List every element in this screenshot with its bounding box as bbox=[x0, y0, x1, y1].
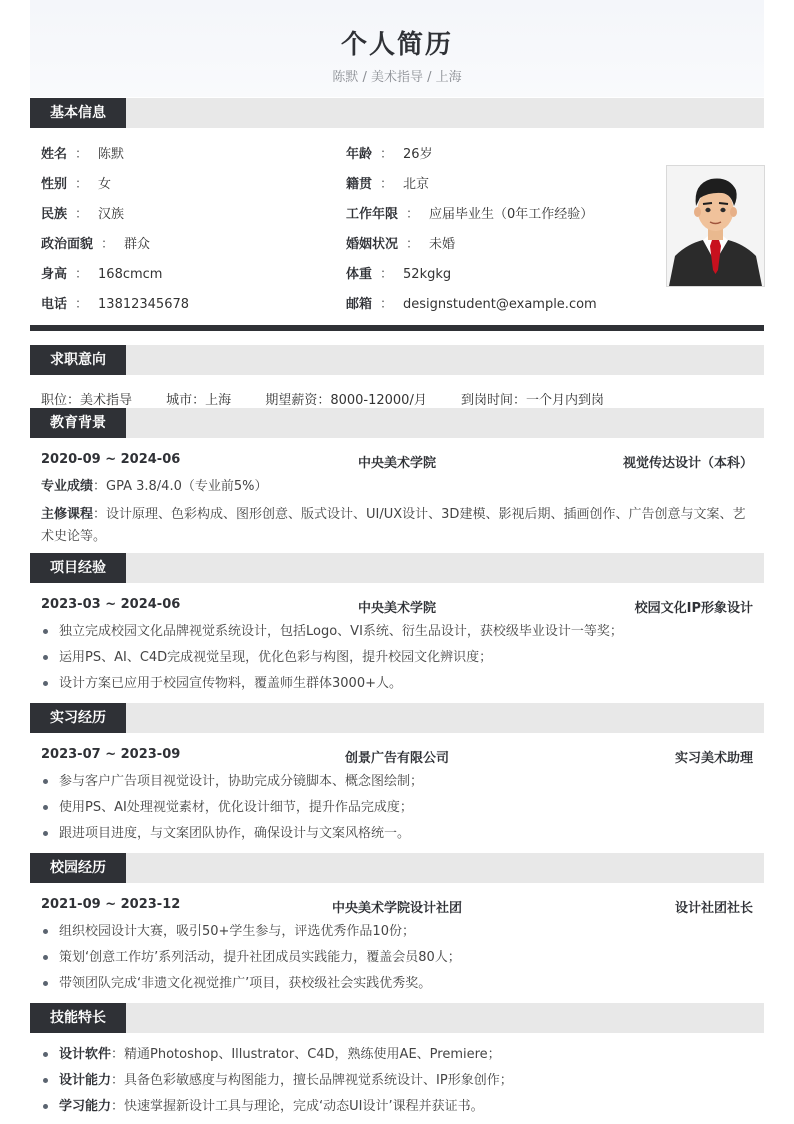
section-basic-info bbox=[30, 98, 764, 128]
info-value: 北京 bbox=[403, 177, 430, 192]
section-divider bbox=[30, 325, 764, 331]
avatar-illustration bbox=[667, 166, 764, 286]
section-title: 校园经历 bbox=[30, 853, 126, 883]
entry-role: 实习美术助理 bbox=[674, 751, 753, 766]
info-age: 年龄 ： 26岁 bbox=[346, 147, 433, 162]
info-gender: 性别 ： 女 bbox=[41, 177, 112, 192]
campus-entry-header bbox=[41, 897, 753, 915]
info-label: 姓名 bbox=[41, 147, 68, 162]
section-title: 技能特长 bbox=[30, 1003, 126, 1033]
resume-header bbox=[30, 0, 764, 97]
info-label: 政治面貌 bbox=[41, 237, 94, 252]
education-entry-header bbox=[41, 452, 753, 470]
entry-org: 中央美术学院 bbox=[357, 601, 436, 616]
info-label: 电话 bbox=[41, 297, 68, 312]
list-item: 组织校园设计大赛，吸引50+学生参与，评选优秀作品10份； bbox=[41, 923, 753, 949]
info-value: 女 bbox=[98, 177, 112, 192]
list-item: 运用PS、AI、C4D完成视觉呈现，优化色彩与构图，提升校园文化辨识度； bbox=[41, 649, 753, 675]
education-courses: 主修课程：设计原理、色彩构成、图形创意、版式设计、UI/UX设计、3D建模、影视后期、插画创作、广告创意与文案、艺术史论等。 bbox=[41, 507, 746, 544]
section-internship bbox=[30, 703, 764, 733]
entry-role: 设计社团社长 bbox=[674, 901, 753, 916]
info-label: 体重 bbox=[346, 267, 373, 282]
info-label: 籍贯 bbox=[346, 177, 373, 192]
page-title: 个人简历 bbox=[340, 30, 453, 60]
score-label: 专业成绩 bbox=[41, 479, 94, 494]
skill-label: 学习能力 bbox=[59, 1099, 112, 1114]
list-item: 跟进项目进度，与文案团队协作，确保设计与文案风格统一。 bbox=[41, 825, 753, 851]
info-value: 陈默 bbox=[98, 147, 125, 162]
info-phone: 电话 ： 13812345678 bbox=[41, 297, 190, 312]
skill-label: 设计能力 bbox=[59, 1073, 112, 1088]
info-value: 未婚 bbox=[429, 237, 456, 252]
internship-bullets bbox=[41, 773, 753, 851]
section-title: 项目经验 bbox=[30, 553, 126, 583]
info-value: 13812345678 bbox=[98, 297, 190, 312]
list-item: 带领团队完成‘非遗文化视觉推广’项目，获校级社会实践优秀奖。 bbox=[41, 975, 753, 1001]
entry-date: 2023-07 ~ 2023-09 bbox=[41, 747, 181, 762]
info-value: designstudent@example.com bbox=[403, 297, 597, 312]
list-item: 设计能力：具备色彩敏感度与构图能力，擅长品牌视觉系统设计、IP形象创作； bbox=[41, 1072, 753, 1098]
list-item: 独立完成校园文化品牌视觉系统设计，包括Logo、VI系统、衍生品设计，获校级毕业设计一等奖； bbox=[41, 623, 753, 649]
info-email: 邮箱 ： designstudent@example.com bbox=[346, 297, 597, 312]
info-height: 身高 ： 168cmcm bbox=[41, 267, 163, 282]
section-campus bbox=[30, 853, 764, 883]
intent-city: 城市：上海 bbox=[166, 393, 232, 408]
list-item: 策划‘创意工作坊’系列活动，提升社团成员实践能力，覆盖会员80人； bbox=[41, 949, 753, 975]
info-name: 姓名 ： 陈默 bbox=[41, 147, 125, 162]
info-weight: 体重 ： 52kgkg bbox=[346, 267, 452, 282]
section-education bbox=[30, 408, 764, 438]
info-label: 邮箱 bbox=[346, 297, 373, 312]
info-label: 工作年限 bbox=[346, 207, 399, 222]
info-label: 婚姻状况 bbox=[346, 237, 399, 252]
info-work-years: 工作年限 ： 应届毕业生（0年工作经验） bbox=[346, 207, 594, 222]
info-value: 汉族 bbox=[98, 207, 125, 222]
entry-date: 2023-03 ~ 2024-06 bbox=[41, 597, 181, 612]
section-title: 求职意向 bbox=[30, 345, 126, 375]
entry-major: 视觉传达设计（本科） bbox=[622, 456, 753, 471]
info-label: 年龄 bbox=[346, 147, 373, 162]
info-value: 26岁 bbox=[403, 147, 433, 162]
info-ethnicity: 民族 ： 汉族 bbox=[41, 207, 125, 222]
internship-entry-header bbox=[41, 747, 753, 765]
info-hometown: 籍贯 ： 北京 bbox=[346, 177, 430, 192]
profile-photo bbox=[666, 165, 765, 287]
info-value: 应届毕业生（0年工作经验） bbox=[429, 207, 594, 222]
skill-bullets bbox=[41, 1046, 753, 1124]
list-item: 设计软件：精通Photoshop、Illustrator、C4D，熟练使用AE、Premiere； bbox=[41, 1046, 753, 1072]
entry-org: 创景广告有限公司 bbox=[344, 751, 449, 766]
info-label: 性别 bbox=[41, 177, 68, 192]
project-entry-header bbox=[41, 597, 753, 615]
info-value: 群众 bbox=[124, 237, 151, 252]
list-item: 学习能力：快速掌握新设计工具与理论，完成‘动态UI设计’课程并获证书。 bbox=[41, 1098, 753, 1124]
courses-label: 主修课程 bbox=[41, 507, 94, 522]
list-item: 设计方案已应用于校园宣传物料，覆盖师生群体3000+人。 bbox=[41, 675, 753, 701]
project-bullets bbox=[41, 623, 753, 701]
skill-label: 设计软件 bbox=[59, 1047, 112, 1062]
campus-bullets bbox=[41, 923, 753, 1001]
intent-position: 职位：美术指导 bbox=[41, 393, 133, 408]
entry-date: 2021-09 ~ 2023-12 bbox=[41, 897, 181, 912]
page-subtitle: 陈默 / 美术指导 / 上海 bbox=[332, 70, 462, 85]
entry-school: 中央美术学院 bbox=[357, 456, 436, 471]
entry-role: 校园文化IP形象设计 bbox=[634, 601, 753, 616]
education-score: 专业成绩：GPA 3.8/4.0（专业前5%） bbox=[41, 479, 268, 494]
section-projects bbox=[30, 553, 764, 583]
info-marital-status: 婚姻状况 ： 未婚 bbox=[346, 237, 456, 252]
section-title: 教育背景 bbox=[30, 408, 126, 438]
section-title: 实习经历 bbox=[30, 703, 126, 733]
info-label: 民族 bbox=[41, 207, 68, 222]
info-value: 52kgkg bbox=[403, 267, 452, 282]
job-intention-row bbox=[41, 389, 634, 408]
entry-date: 2020-09 ~ 2024-06 bbox=[41, 452, 181, 467]
intent-start-time: 到岗时间：一个月内到岗 bbox=[460, 393, 604, 408]
section-job-intention bbox=[30, 345, 764, 375]
info-label: 身高 bbox=[41, 267, 68, 282]
info-value: 168cmcm bbox=[98, 267, 163, 282]
list-item: 使用PS、AI处理视觉素材，优化设计细节，提升作品完成度； bbox=[41, 799, 753, 825]
intent-salary: 期望薪资：8000-12000/月 bbox=[265, 393, 427, 408]
info-political-status: 政治面貌 ： 群众 bbox=[41, 237, 151, 252]
list-item: 参与客户广告项目视觉设计，协助完成分镜脚本、概念图绘制； bbox=[41, 773, 753, 799]
entry-org: 中央美术学院设计社团 bbox=[331, 901, 462, 916]
section-title: 基本信息 bbox=[30, 98, 126, 128]
section-skills bbox=[30, 1003, 764, 1033]
